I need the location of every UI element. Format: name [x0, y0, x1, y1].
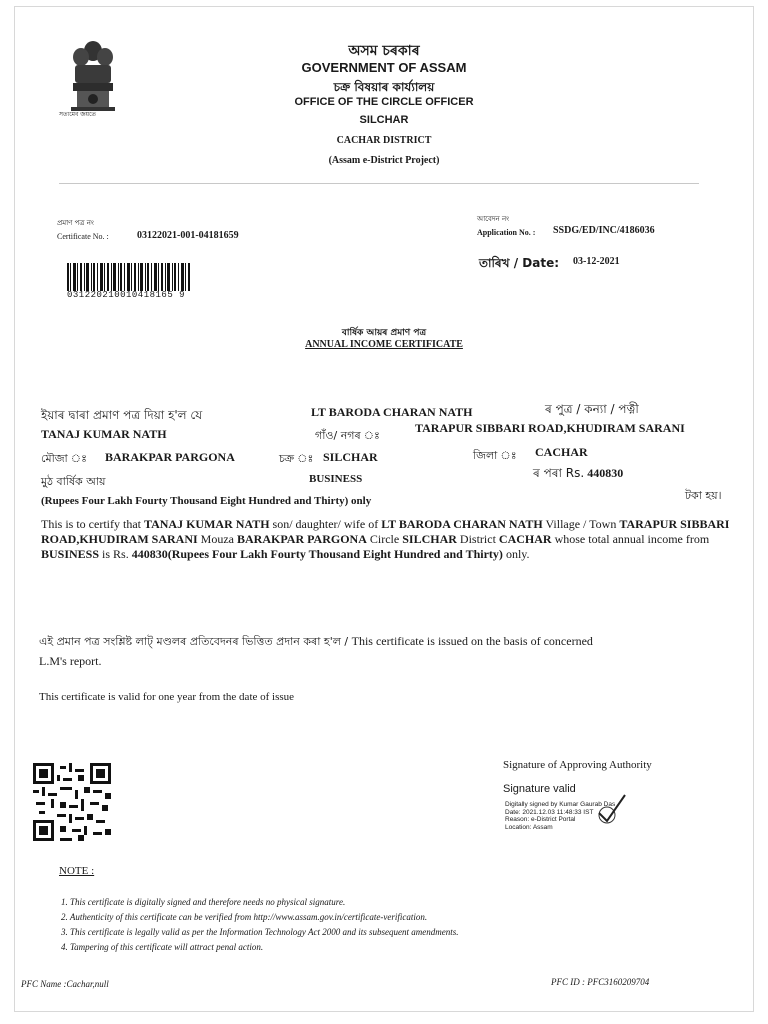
signature-detail-line: Reason: e-District Portal	[505, 816, 576, 823]
para-amount: 440830(Rupees Four Lakh Fourty Thousand Eight Hundred and Thirty)	[131, 547, 503, 561]
para-text: District	[456, 532, 499, 546]
para-text: son/ daughter/ wife of	[269, 517, 382, 531]
certificate-sheet	[14, 6, 754, 1012]
cert-no-value: 03122021-001-04181659	[137, 230, 239, 241]
bn-amount-words: (Rupees Four Lakh Fourty Thousand Eight Hundred and Thirty) only	[41, 495, 372, 507]
bn-amount-row	[533, 465, 623, 485]
para-text: whose total annual income from	[551, 532, 710, 546]
circle-name: SILCHAR	[359, 114, 409, 126]
bn-income-label: মুঠ বাৰ্ষিক আয়	[41, 475, 106, 488]
pfc-name: PFC Name :Cachar,null	[21, 979, 109, 989]
basis-line	[39, 633, 593, 652]
para-text: This is to certify that	[41, 517, 144, 531]
bn-circle-label: চক্ৰ ঃ	[279, 452, 314, 465]
para-father: LT BARODA CHARAN NATH	[381, 517, 543, 531]
signature-detail-line: Digitally signed by Kumar Gaurab Das	[505, 801, 616, 808]
app-no-label-bn: আবেদন নং	[477, 215, 510, 223]
header-divider	[59, 183, 699, 184]
bn-village-label: গাঁও/ নগৰ ঃ	[315, 429, 380, 442]
notes-heading: NOTE :	[59, 865, 95, 877]
para-text: is Rs.	[99, 547, 132, 561]
para-text: Circle	[366, 532, 403, 546]
barcode-number: 031220210010418165 9	[67, 290, 186, 300]
qr-code-icon	[33, 763, 111, 841]
bn-village-value: TARAPUR SIBBARI ROAD,KHUDIRAM SARANI	[415, 421, 685, 435]
cert-no-label: Certificate No. :	[57, 232, 109, 241]
para-source: BUSINESS	[41, 547, 100, 561]
bn-mouza-label: মৌজা ঃ	[41, 452, 87, 465]
office-title-bn: চক্ৰ বিষয়াৰ কাৰ্য্যালয়	[333, 80, 435, 94]
title-en: ANNUAL INCOME CERTIFICATE	[305, 339, 463, 350]
para-village: TARAPUR SIBBARI ROAD,KHUDIRAM SARANI	[41, 517, 730, 546]
para-district: CACHAR	[498, 532, 552, 546]
bn-income-source: BUSINESS	[309, 473, 363, 485]
bn-amount-prefix: ৰ পৰা Rs.	[533, 466, 585, 480]
basis-bn: এই প্ৰমান পত্ৰ সংশ্লিষ্ট লাট্ মণ্ডলৰ প্ৰতিবেদনৰ ভিত্তিত প্ৰদান কৰা হ'ল /	[39, 635, 352, 648]
signature-detail-line: Date: 2021.12.03 11:48:33 IST	[505, 808, 594, 816]
para-text: Mouza	[197, 532, 237, 546]
bn-applicant-name: TANAJ KUMAR NATH	[41, 427, 167, 441]
validity-text: This certificate is valid for one year from the date of issue	[39, 691, 295, 703]
app-no-label: Application No. :	[477, 228, 536, 237]
note-item: 3. This certificate is legally valid as per the Information Technology Act 2000 and its subsequent amendments.	[61, 927, 459, 937]
bn-circle-value: SILCHAR	[323, 450, 378, 464]
basis-en-2: L.M's report.	[39, 654, 102, 668]
note-item: 2. Authenticity of this certificate can be verified from http://www.assam.gov.in/certificate-verification.	[61, 912, 428, 922]
notes-list	[61, 895, 458, 955]
para-text: only.	[502, 547, 530, 561]
bn-district-value: CACHAR	[535, 445, 588, 459]
para-name: TANAJ KUMAR NATH	[143, 517, 270, 531]
bn-relation: ৰ পুত্ৰ / কন্যা / পত্নী	[545, 402, 639, 416]
cert-no-label-bn: প্ৰমাণ পত্ৰ নং	[57, 219, 94, 227]
date-value: 03-12-2021	[573, 256, 620, 267]
project-name: (Assam e-District Project)	[328, 155, 440, 166]
signature-title: Signature of Approving Authority	[503, 759, 652, 771]
para-mouza: BARAKPAR PARGONA	[237, 532, 367, 546]
bn-district-label: জিলা ঃ	[473, 449, 517, 462]
basis-en: This certificate is issued on the basis of concerned	[351, 634, 593, 648]
bn-lead: ইয়াৰ দ্বাৰা প্ৰমাণ পত্ৰ দিয়া হ'ল যে	[41, 408, 203, 422]
app-no-value: SSDG/ED/INC/4186036	[553, 225, 655, 236]
note-item: 4. Tampering of this certificate will attract penal action.	[61, 942, 264, 952]
signature-valid: Signature valid	[503, 783, 576, 795]
signature-details	[505, 801, 615, 831]
bn-taka: টকা হয়।	[685, 489, 722, 502]
pfc-id: PFC ID : PFC3160209704	[551, 977, 650, 987]
barcode-icon	[67, 263, 191, 291]
district-name: CACHAR DISTRICT	[336, 135, 432, 146]
note-item: 1. This certificate is digitally signed and therefore needs no physical signature.	[61, 897, 346, 907]
bn-father-name: LT BARODA CHARAN NATH	[311, 405, 473, 419]
emblem-caption: সত্যমেব জয়তে	[59, 111, 97, 118]
gov-title-bn: অসম চৰকাৰ	[348, 43, 420, 59]
gov-title-en: GOVERNMENT OF ASSAM	[301, 60, 467, 75]
bn-mouza-value: BARAKPAR PARGONA	[105, 450, 235, 464]
para-circle: SILCHAR	[402, 532, 457, 546]
signature-detail-line: Location: Assam	[505, 823, 553, 831]
office-title-en: OFFICE OF THE CIRCLE OFFICER	[294, 96, 474, 108]
para-text: Village / Town	[542, 517, 620, 531]
english-certify-paragraph	[41, 517, 731, 562]
bn-amount-value: 440830	[587, 466, 624, 480]
title-bn: বাৰ্ষিক আয়ৰ প্ৰমাণ পত্ৰ	[341, 328, 427, 338]
date-label: তাৰিখ / Date:	[479, 256, 560, 270]
